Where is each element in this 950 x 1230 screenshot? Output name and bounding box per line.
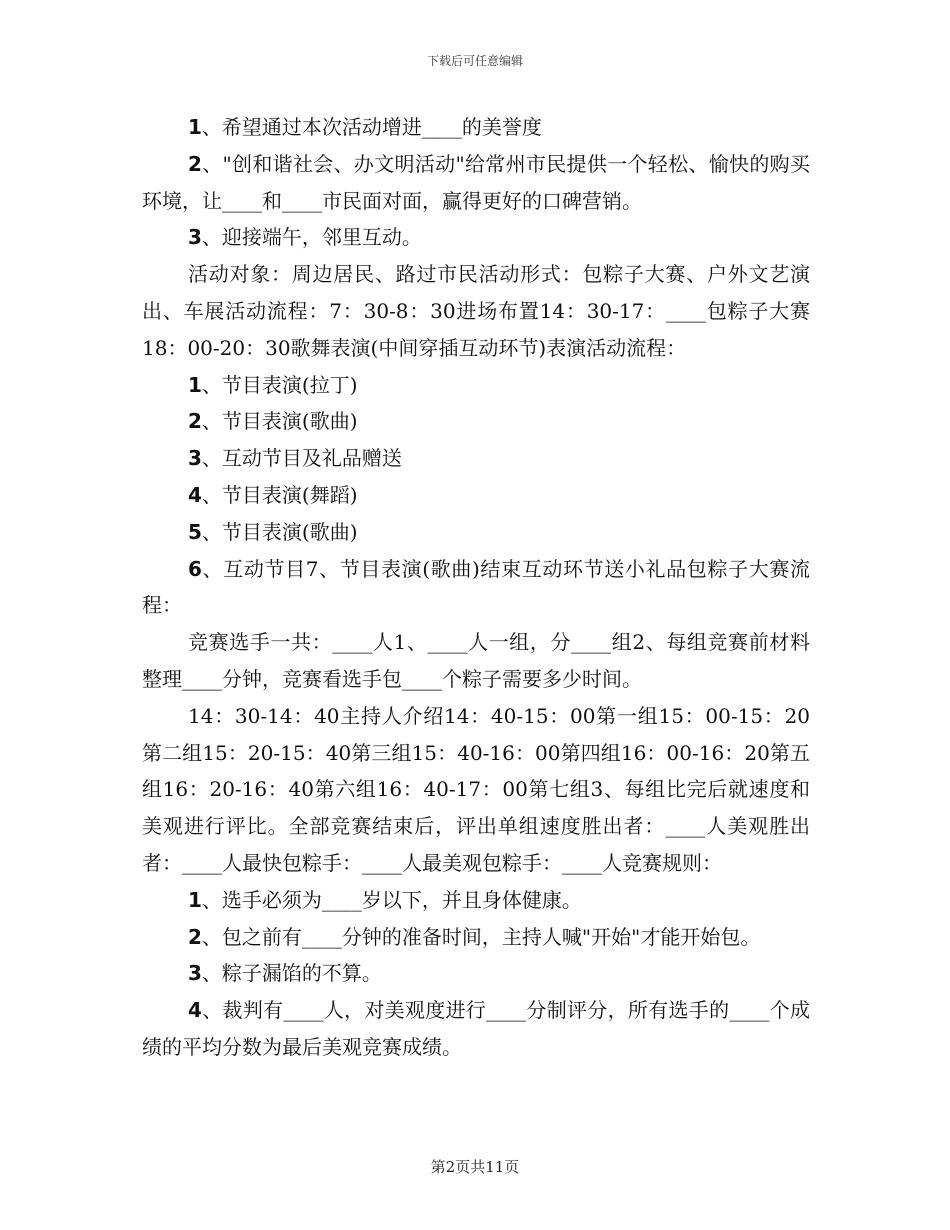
paragraph: 竞赛选手一共：____人1、____人一组，分____组2、每组竞赛前材料整理____分钟，竞赛看选手包____个粽子需要多少时间。 <box>142 630 810 691</box>
paragraph: 3、互动节目及礼品赠送 <box>188 446 402 471</box>
paragraph: 1、希望通过本次活动增进____的美誉度 <box>188 115 542 139</box>
paragraph: 2、节目表演(歌曲) <box>188 409 358 434</box>
paragraph: 3、粽子漏馅的不算。 <box>188 961 382 986</box>
paragraph: 4、节目表演(舞蹈) <box>188 482 358 507</box>
paragraph: 6、互动节目7、节目表演(歌曲)结束互动环节送小礼品包粽子大赛流程： <box>142 556 810 618</box>
paragraph: 3、迎接端午，邻里互动。 <box>188 225 422 250</box>
paragraph: 2、"创和谐社会、办文明活动"给常州市民提供一个轻松、愉快的购买环境，让____和____市民面对面，赢得更好的口碑营销。 <box>142 151 810 213</box>
paragraph: 14：30-14：40主持人介绍14：40-15：00第一组15：00-15：20第二组15：20-15：40第三组15：40-16：00第四组16：00-16：20第五组16：20-16：40第六组16：40-17：00第七组3、每组比完后就速度和美观进行评比。全部竞赛结束后，评出单组速度胜出者：____人美观胜出者：____人最快包粽手：____人最美观包粽手：____人竞赛规则： <box>142 703 810 875</box>
paragraph: 活动对象：周边居民、路过市民活动形式：包粽子大赛、户外文艺演出、车展活动流程：7：30-8：30进场布置14：30-17：____包粽子大赛18：00-20：30歌舞表演(中间穿插互动环节)表演活动流程： <box>142 262 810 360</box>
paragraph: 2、包之前有____分钟的准备时间，主持人喊"开始"才能开始包。 <box>188 924 761 949</box>
document-body <box>142 109 810 1066</box>
paragraph: 4、裁判有____人，对美观度进行____分制评分，所有选手的____个成绩的平均分数为最后美观竞赛成绩。 <box>142 998 810 1059</box>
page-footer: 第2页共11页 <box>430 1158 520 1176</box>
paragraph: 1、节目表演(拉丁) <box>188 372 358 397</box>
page-header: 下载后可任意编辑 <box>426 54 523 68</box>
paragraph: 1、选手必须为____岁以下，并且身体健康。 <box>188 887 582 912</box>
paragraph: 5、节目表演(歌曲) <box>188 519 358 544</box>
